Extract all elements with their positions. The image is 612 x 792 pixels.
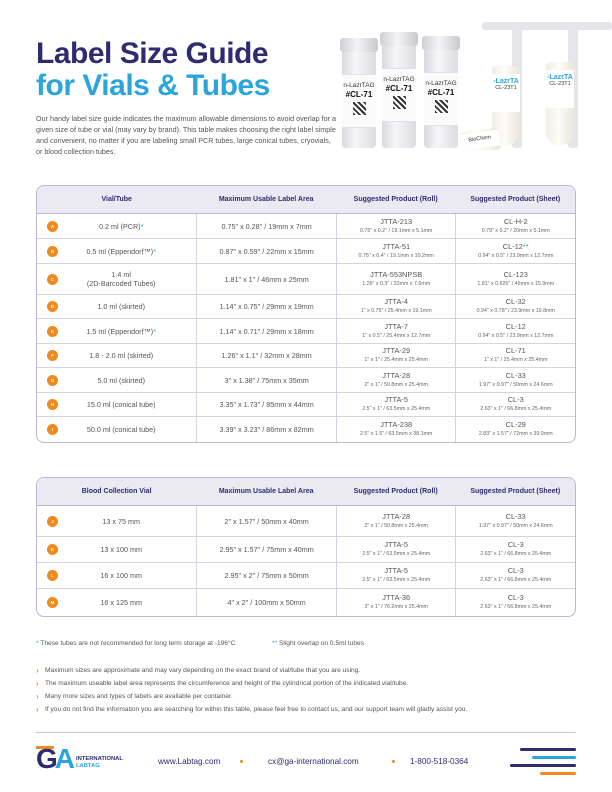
header-label-area: Maximum Usable Label Area — [218, 488, 314, 495]
sheet-product-cell — [455, 417, 575, 442]
sheet-product-cell — [455, 239, 575, 263]
footnote-marker: * — [140, 221, 144, 231]
sheet-product-code[interactable]: CL-12 — [505, 321, 526, 331]
row-letter-badge: A — [47, 221, 58, 232]
sheet-product-code-wrap — [456, 322, 575, 331]
sheet-product-code[interactable]: CL-12 — [502, 241, 523, 251]
vial-text — [58, 425, 196, 434]
label-area-value: 2" x 1.57" / 50mm x 40mm — [224, 516, 309, 526]
vial-label-brand: n-LazrTAG — [383, 76, 415, 83]
qr-code-icon — [435, 100, 448, 113]
vial-cell — [37, 544, 196, 555]
cryovial-label — [382, 68, 416, 122]
vial-cell — [37, 375, 196, 386]
label-area-value: 1.26" x 1.1" / 32mm x 28mm — [221, 351, 312, 360]
list-item — [36, 664, 576, 677]
sheet-product-code[interactable]: CL-3 — [507, 566, 524, 575]
vial-name: 1.8 - 2.0 ml (skirted) — [89, 351, 154, 360]
row-letter-badge: H — [47, 399, 58, 410]
footnote-marker: * — [153, 326, 156, 336]
vial-label-brand: n-LazrTAG — [425, 80, 457, 87]
sheet-product-code-wrap — [456, 297, 575, 306]
vial-tube-size-table — [36, 185, 576, 443]
logo-brand-line-1: INTERNATIONAL — [76, 756, 123, 762]
sheet-product-code-wrap — [456, 566, 575, 575]
table-header — [37, 478, 575, 506]
notes-list — [36, 664, 576, 716]
roll-product-cell — [336, 264, 456, 294]
sheet-product-code-wrap — [456, 512, 575, 521]
roll-product-cell — [336, 563, 456, 588]
row-letter-badge: D — [47, 301, 58, 312]
cryovial — [382, 42, 416, 148]
table-row — [37, 368, 575, 393]
microtube-label — [492, 74, 520, 112]
tipped-microtube — [459, 127, 502, 150]
sheet-product-dimensions: 1.81" x 0.625" / 46mm x 15.9mm — [477, 280, 555, 287]
roll-product-dimensions: 0.75" x 0.4" / 19.1mm x 10.2mm — [358, 252, 434, 259]
separator-dot — [392, 760, 395, 763]
footnote-marker: * — [153, 246, 156, 256]
cryovial-cap — [422, 36, 460, 50]
sheet-product-code-wrap — [456, 420, 575, 429]
label-area-value: 0.87" x 0.59" / 22mm x 15mm — [219, 246, 314, 256]
decorative-stripe — [532, 756, 576, 759]
roll-product-dimensions: 1" x 0.75" / 25.4mm x 19.1mm — [360, 308, 432, 314]
row-letter-badge: M — [47, 597, 58, 608]
table-row — [37, 589, 575, 616]
table-row — [37, 239, 575, 264]
sheet-product-code[interactable]: CL-33 — [505, 511, 526, 521]
table-row — [37, 393, 575, 417]
row-letter-badge: F — [47, 350, 58, 361]
vial-name: 1.5 ml (Eppendorf™) — [86, 326, 154, 336]
vial-cell — [37, 516, 196, 527]
decorative-stripe — [540, 772, 576, 775]
chevron-right-icon: › — [36, 666, 39, 675]
vial-name: 0.5 ml (Eppendorf™) — [86, 246, 154, 256]
chevron-right-icon: › — [36, 705, 39, 714]
vial-text — [58, 327, 196, 336]
decorative-stripe — [510, 764, 576, 767]
label-area-cell — [196, 589, 335, 616]
sheet-product-code-wrap — [456, 270, 575, 279]
sheet-product-cell — [455, 506, 575, 536]
row-letter-badge: C — [47, 274, 58, 285]
sheet-product-dimensions: 0.79" x 0.2" / 20mm x 5.1mm — [481, 227, 550, 234]
sheet-product-dimensions: 1" x 1" / 25.4mm x 25.4mm — [483, 357, 548, 363]
vial-text — [58, 545, 196, 554]
table-header — [37, 186, 575, 214]
label-area-value: 3.35" x 1.73" / 85mm x 44mm — [219, 400, 314, 409]
blood-collection-vial-table — [36, 477, 576, 617]
note-text: If you do not find the information you are searching for within this table, please feel free to contact us, and our support team will gladly assist you. — [45, 706, 468, 713]
vial-label-code: #CL-71 — [427, 88, 455, 97]
label-area-cell — [196, 368, 335, 392]
cryovial — [342, 48, 376, 148]
sheet-product-code-wrap — [456, 395, 575, 404]
label-area-cell — [196, 344, 335, 367]
sheet-product-code-wrap — [456, 593, 575, 602]
roll-product-code[interactable]: JTTA-51 — [382, 241, 411, 251]
vial-cell — [37, 350, 196, 361]
roll-product-cell — [336, 319, 456, 343]
sheet-product-code[interactable]: CL-33 — [505, 370, 526, 380]
footnote-marker: ** — [522, 241, 529, 251]
roll-product-dimensions: 2" x 1" / 50.8mm x 25.4mm — [364, 381, 428, 388]
vial-text — [58, 247, 196, 256]
roll-product-cell — [336, 344, 456, 367]
logo-mark — [36, 744, 72, 774]
vial-cell — [37, 399, 196, 410]
vial-text — [58, 270, 196, 288]
vial-name: 0.2 ml (PCR) — [99, 221, 141, 231]
sheet-product-code[interactable]: CL-71 — [505, 346, 526, 355]
table-row — [37, 417, 575, 442]
vial-cell — [37, 570, 196, 581]
sheet-product-cell — [455, 344, 575, 367]
roll-product-dimensions: 1" x 0.5" / 25.4mm x 12.7mm — [362, 332, 431, 339]
vial-text — [58, 517, 196, 526]
vial-text — [58, 376, 196, 385]
label-area-value: 2.95" x 2" / 75mm x 50mm — [224, 571, 309, 580]
roll-product-code[interactable]: JTTA-5 — [384, 540, 409, 549]
row-letter-badge: J — [47, 516, 58, 527]
label-area-value: 1.81" x 1" / 46mm x 25mm — [224, 274, 309, 284]
sheet-product-code-wrap — [456, 540, 575, 549]
separator-dot — [240, 760, 243, 763]
footnote-overlap: Slight overlap on 0.5ml tubes — [278, 640, 365, 647]
table-body — [37, 506, 575, 616]
label-area-value: 1.14" x 0.75" / 29mm x 19mm — [219, 302, 314, 311]
qr-code-icon — [393, 96, 406, 109]
sheet-product-cell — [455, 295, 575, 318]
roll-product-code[interactable]: JTTA-36 — [382, 593, 411, 602]
vial-name: 1.0 ml (skirted) — [97, 302, 145, 311]
chevron-right-icon: › — [36, 692, 39, 701]
roll-product-dimensions: 2.5" x 1" / 63.5mm x 25.4mm — [362, 406, 431, 412]
sheet-product-dimensions: 2.83" x 1.57" / 72mm x 39.9mm — [478, 431, 553, 437]
tube-label-footer: BioChem — [468, 134, 492, 144]
vial-subname: (2D-Barcoded Tubes) — [86, 279, 156, 288]
label-area-cell — [196, 264, 335, 294]
vial-label-code: #CL-71 — [345, 90, 373, 99]
microtube-label — [546, 70, 574, 108]
table-row — [37, 506, 575, 537]
label-area-cell — [196, 214, 335, 238]
roll-product-cell — [336, 537, 456, 562]
sheet-product-code[interactable]: CL-3 — [507, 395, 524, 404]
cryovial-cap — [380, 32, 418, 46]
sheet-product-dimensions: 1.97" x 0.97" / 50mm x 24.6mm — [478, 381, 553, 388]
vial-cell — [37, 597, 196, 608]
label-area-cell — [196, 239, 335, 263]
email-link[interactable]: cx@ga-international.com — [268, 757, 359, 766]
roll-product-code[interactable]: JTTA-28 — [382, 370, 411, 380]
label-area-value: 0.75" x 0.28" / 19mm x 7mm — [221, 221, 312, 231]
logo-wordmark — [76, 756, 123, 770]
roll-product-cell — [336, 417, 456, 442]
table-row — [37, 214, 575, 239]
row-letter-badge: G — [47, 375, 58, 386]
vial-cell — [37, 270, 196, 288]
vial-cell — [37, 301, 196, 312]
sheet-product-code[interactable]: CL-3 — [507, 540, 524, 549]
sheet-product-dimensions: 0.94" x 0.5" / 23.9mm x 12.7mm — [478, 332, 554, 339]
sheet-product-code[interactable]: CL-29 — [505, 420, 526, 429]
note-text: Many more sizes and types of labels are available per container. — [45, 693, 233, 700]
vial-text — [58, 598, 196, 607]
header-vial-tube: Vial/Tube — [101, 196, 132, 203]
chevron-right-icon: › — [36, 679, 39, 688]
vial-label-brand: n-LazrTAG — [343, 82, 375, 89]
tube-label-code: CL-23T1 — [495, 85, 517, 91]
tube-label-brand: -LazrTA — [493, 78, 519, 85]
sheet-product-dimensions: 0.94" x 0.78" / 23.9mm x 19.8mm — [476, 308, 555, 314]
vial-name: 5.0 ml (skirted) — [97, 375, 145, 385]
table-row — [37, 344, 575, 368]
vial-label-code: #CL-71 — [385, 84, 413, 93]
footnotes — [36, 640, 576, 647]
table-body — [37, 214, 575, 442]
roll-product-dimensions: 1" x 1" / 25.4mm x 25.4mm — [364, 357, 428, 363]
sheet-product-code[interactable]: CL-3 — [507, 593, 524, 602]
sheet-product-cell — [455, 589, 575, 616]
label-area-value: 3" x 1.38" / 75mm x 35mm — [224, 375, 309, 385]
label-area-value: 2.95" x 1.57" / 75mm x 40mm — [219, 545, 314, 554]
label-area-value: 4" x 2" / 100mm x 50mm — [227, 598, 306, 607]
logo-letter-g: G — [36, 743, 55, 774]
label-area-cell — [196, 393, 335, 416]
vial-text — [58, 571, 196, 580]
vial-text — [58, 302, 196, 311]
label-area-cell — [196, 506, 335, 536]
decorative-stripe — [520, 748, 576, 751]
label-area-value: 3.39" x 3.23" / 86mm x 82mm — [219, 425, 314, 434]
vial-name: 13 x 100 mm — [100, 545, 142, 554]
roll-product-dimensions: 3" x 1" / 76.2mm x 25.4mm — [364, 604, 428, 610]
header-roll-product: Suggested Product (Roll) — [353, 488, 438, 495]
row-letter-badge: L — [47, 570, 58, 581]
vial-cell — [37, 424, 196, 435]
roll-product-code[interactable]: JTTA-238 — [380, 420, 413, 429]
label-area-cell — [196, 319, 335, 343]
vial-name: 50.0 ml (conical tube) — [86, 425, 156, 434]
microtube — [546, 62, 574, 146]
label-area-cell — [196, 417, 335, 442]
sheet-product-dimensions: 2.63" x 1" / 66.8mm x 25.4mm — [480, 577, 552, 583]
label-area-cell — [196, 563, 335, 588]
title-line-2: for Vials & Tubes — [36, 69, 270, 102]
sheet-product-code-wrap — [456, 217, 575, 226]
vial-name: 16 x 125 mm — [100, 598, 142, 607]
roll-product-cell — [336, 239, 456, 263]
table-row — [37, 319, 575, 344]
label-area-cell — [196, 537, 335, 562]
product-photo — [332, 18, 612, 150]
cryovial-label — [424, 72, 458, 126]
cryovial-cap — [340, 38, 378, 52]
vial-name: 13 x 75 mm — [102, 516, 140, 526]
sheet-product-code-wrap — [456, 242, 575, 251]
header-sheet-product: Suggested Product (Sheet) — [470, 196, 561, 203]
cryovial-label — [342, 74, 376, 128]
logo-brand-line-2: LABTAG — [76, 763, 100, 769]
label-area-cell — [196, 295, 335, 318]
roll-product-code[interactable]: JTTA-213 — [380, 216, 413, 226]
roll-product-code[interactable]: JTTA-7 — [384, 321, 409, 331]
sheet-product-code[interactable]: CL-32 — [505, 297, 526, 306]
qr-code-icon — [353, 102, 366, 115]
header-roll-product: Suggested Product (Roll) — [353, 196, 438, 203]
roll-product-code[interactable]: JTTA-5 — [384, 566, 409, 575]
phone-link[interactable]: 1-800-518-0364 — [410, 757, 469, 766]
roll-product-dimensions: 2.5" x 1.5" / 63.5mm x 38.1mm — [359, 431, 433, 437]
table-row — [37, 563, 575, 589]
sheet-product-dimensions: 0.94" x 0.5" / 23.9mm x 12.7mm — [478, 252, 554, 259]
sheet-product-dimensions: 2.63" x 1" / 66.8mm x 25.4mm — [480, 604, 552, 610]
sheet-product-cell — [455, 537, 575, 562]
table-row — [37, 264, 575, 295]
label-area-value: 1.14" x 0.71" / 29mm x 18mm — [219, 326, 314, 336]
roll-product-cell — [336, 506, 456, 536]
row-letter-badge: K — [47, 544, 58, 555]
intro-paragraph: Our handy label size guide indicates the maximum allowable dimensions to avoid overlap for a given size of tube or vial (may vary by brand). This table makes choosing the right label simple and convenient, no matter if you are labeling small PCR tubes, large conical tubes, cryovials, or blood collection tubes. — [36, 114, 337, 156]
footer-divider — [36, 732, 576, 733]
sheet-product-cell — [455, 264, 575, 294]
vial-text — [58, 351, 196, 360]
sheet-product-code[interactable]: CL-H-2 — [503, 216, 528, 226]
sheet-product-dimensions: 2.63" x 1" / 66.8mm x 25.4mm — [480, 406, 552, 412]
row-letter-badge: I — [47, 424, 58, 435]
vial-cell — [37, 326, 196, 337]
roll-product-cell — [336, 393, 456, 416]
sheet-product-code-wrap — [456, 346, 575, 355]
sheet-product-cell — [455, 563, 575, 588]
footnote-storage: These tubes are not recommended for long term storage at -196°C — [40, 640, 236, 647]
footnote-overlap-wrap — [272, 640, 364, 647]
tube-rack-top — [482, 22, 612, 30]
sheet-product-dimensions: 2.63" x 1" / 66.8mm x 25.4mm — [480, 551, 552, 557]
roll-product-code[interactable]: JTTA-29 — [382, 346, 411, 355]
sheet-product-cell — [455, 214, 575, 238]
vial-cell — [37, 246, 196, 257]
list-item — [36, 690, 576, 703]
roll-product-code[interactable]: JTTA-5 — [384, 395, 409, 404]
note-text: Maximum sizes are approximate and may vary depending on the exact brand of vial/tube that you are using. — [45, 667, 361, 674]
sheet-product-cell — [455, 368, 575, 392]
tube-label-brand: -LazrTA — [547, 74, 573, 81]
list-item — [36, 703, 576, 716]
vial-text — [58, 400, 196, 409]
table-row — [37, 537, 575, 563]
sheet-product-dimensions: 1.97" x 0.97" / 50mm x 24.6mm — [478, 522, 553, 529]
roll-product-dimensions: 2.5" x 1" / 63.5mm x 25.4mm — [362, 551, 431, 557]
sheet-product-cell — [455, 319, 575, 343]
header-blood-vial: Blood Collection Vial — [81, 488, 152, 495]
roll-product-cell — [336, 295, 456, 318]
roll-product-dimensions: 2" x 1" / 50.8mm x 25.4mm — [364, 522, 428, 529]
title-line-1: Label Size Guide — [36, 37, 269, 70]
sheet-product-code-wrap — [456, 371, 575, 380]
roll-product-dimensions: 0.75" x 0.2" / 19.1mm x 5.1mm — [359, 227, 433, 234]
sheet-product-code[interactable]: CL-123 — [503, 269, 528, 279]
roll-product-dimensions: 1.26" x 0.3" / 32mm x 7.6mm — [362, 280, 431, 287]
cryovial — [424, 46, 458, 148]
sheet-product-cell — [455, 393, 575, 416]
list-item — [36, 677, 576, 690]
company-logo[interactable] — [36, 743, 136, 776]
roll-product-dimensions: 2.5" x 1" / 63.5mm x 25.4mm — [362, 577, 431, 583]
row-letter-badge: E — [47, 326, 58, 337]
note-text: The maximum useable label area represents the circumference and height of the cylindrical portion of the indicated vial/tube. — [45, 680, 409, 687]
page-title — [36, 38, 270, 102]
table-row — [37, 295, 575, 319]
footnote-star: * — [36, 640, 39, 647]
tube-label-code: CL-23T1 — [549, 81, 571, 87]
roll-product-cell — [336, 589, 456, 616]
footnote-double-star: ** — [272, 640, 278, 647]
vial-text — [58, 222, 196, 231]
row-letter-badge: B — [47, 246, 58, 257]
logo-letter-a: A — [54, 743, 73, 774]
roll-product-cell — [336, 368, 456, 392]
vial-name: 16 x 100 mm — [100, 571, 142, 580]
roll-product-code[interactable]: JTTA-4 — [384, 297, 409, 306]
vial-name: 1.4 ml — [111, 270, 131, 279]
tipped-tube-label — [459, 129, 501, 150]
header-sheet-product: Suggested Product (Sheet) — [470, 488, 561, 495]
vial-name: 15.0 ml (conical tube) — [86, 400, 156, 409]
vial-cell — [37, 221, 196, 232]
roll-product-code[interactable]: JTTA-28 — [382, 511, 411, 521]
roll-product-code[interactable]: JTTA-553NPSB — [370, 269, 423, 279]
website-link[interactable]: www.Labtag.com — [158, 757, 221, 766]
roll-product-cell — [336, 214, 456, 238]
header-label-area: Maximum Usable Label Area — [218, 196, 314, 203]
